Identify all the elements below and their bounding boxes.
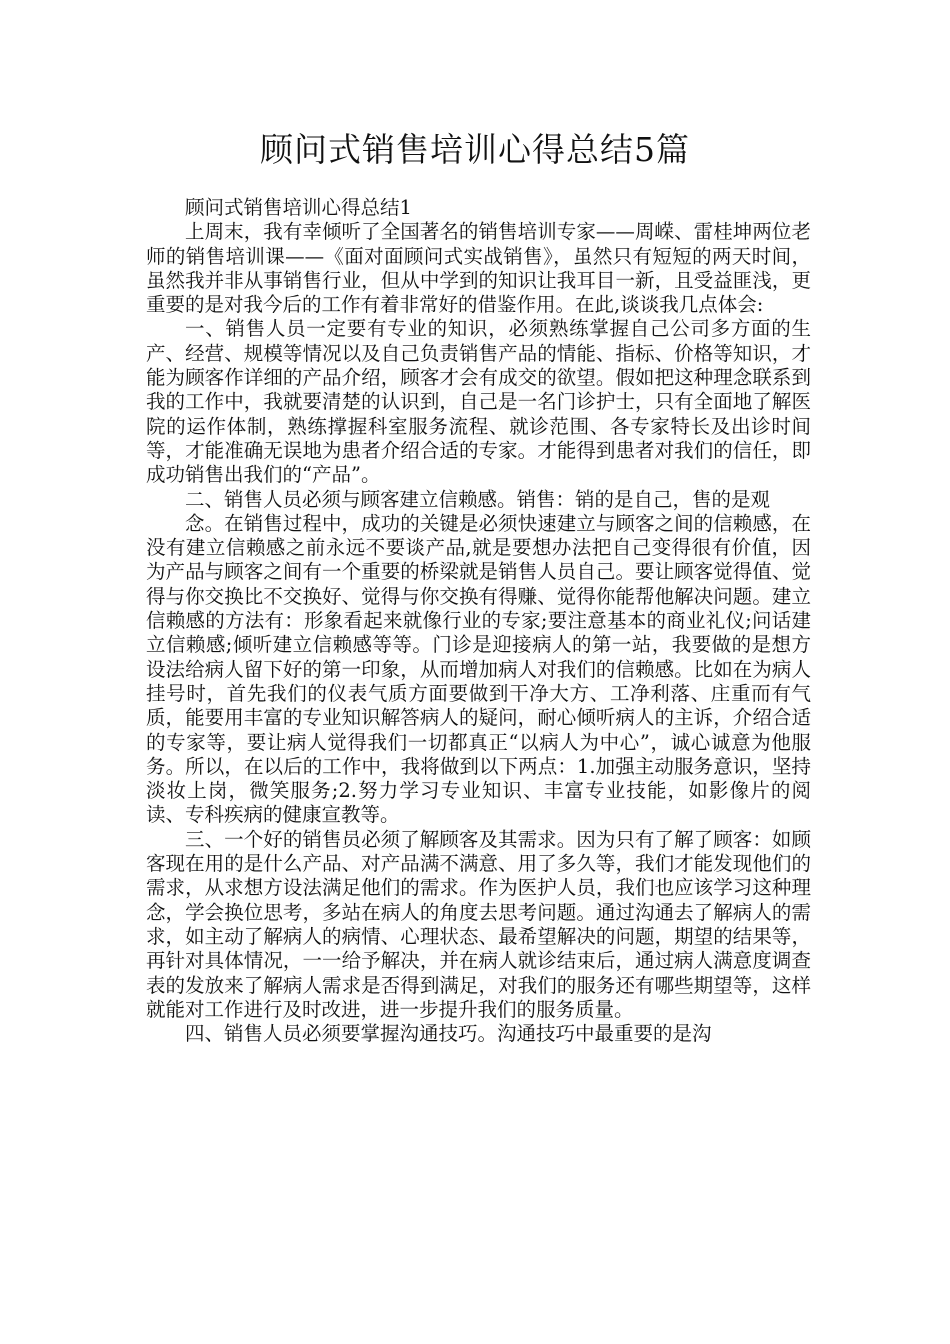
paragraph-section-heading: 顾问式销售培训心得总结1: [185, 196, 412, 219]
paragraph-point-two: 二、销售人员必须与顾客建立信赖感。销售：销的是自己，售的是观: [185, 487, 771, 511]
paragraph-point-one: 一、销售人员一定要有专业的知识，必须熟练掌握自己公司多方面的生产、经营、规模等情况以及自己负责销售产品的情能、指标、价格等知识，才能为顾客作详细的产品介绍，顾客才会有成交的欲望。假如把这种理念联系到我的工作中，我就要清楚的认识到，自己是一名门诊护士，只有全面地了解医院的运作体制，熟练撑握科室服务流程、就诊范围、各专家特长及出诊时间等，才能准确无误地为患者介绍合适的专家。才能得到患者对我们的信任，即成功销售出我们的“产品”。: [146, 317, 811, 487]
document-title: 顾问式销售培训心得总结5篇: [260, 130, 690, 169]
document-body: [146, 196, 811, 1046]
paragraph-point-two-continued: 念。在销售过程中，成功的关键是必须快速建立与顾客之间的信赖感，在没有建立信赖感之前永远不要谈产品,就是要想办法把自己变得很有价值，因为产品与顾客之间有一个重要的桥梁就是销售人员自己。要让顾客觉得值、觉得与你交换比不交换好、觉得与你交换有得赚、觉得你能帮他解决问题。建立信赖感的方法有：形象看起来就像行业的专家;要注意基本的商业礼仪;问话建立信赖感;倾听建立信赖感等等。门诊是迎接病人的第一站，我要做的是想方设法给病人留下好的第一印象，从而增加病人对我们的信赖感。比如在为病人挂号时，首先我们的仪表气质方面要做到干净大方、工净利落、庄重而有气质，能要用丰富的专业知识解答病人的疑问，耐心倾听病人的主诉，介绍合适的专家等，要让病人觉得我们一切都真正“以病人为中心”，诚心诚意为他服务。所以，在以后的工作中，我将做到以下两点：1.加强主动服务意识，坚持淡妆上岗，微笑服务;2.努力学习专业知识、丰富专业技能，如影像片的阅读、专科疾病的健康宣教等。: [146, 511, 811, 827]
paragraph-point-four: 四、销售人员必须要掌握沟通技巧。沟通技巧中最重要的是沟: [185, 1022, 712, 1046]
paragraph-point-three: 三、一个好的销售员必须了解顾客及其需求。因为只有了解了顾客：如顾客现在用的是什么产品、对产品满不满意、用了多久等，我们才能发现他们的需求，从求想方设法满足他们的需求。作为医护人员，我们也应该学习这种理念，学会换位思考，多站在病人的角度去思考问题。通过沟通去了解病人的需求，如主动了解病人的病情、心理状态、最希望解决的问题，期望的结果等，再针对具体情况，一一给予解决，并在病人就诊结束后，通过病人满意度调查表的发放来了解病人需求是否得到满足，对我们的服务还有哪些期望等，这样就能对工作进行及时改进，进一步提升我们的服务质量。: [146, 827, 811, 1021]
paragraph-intro: 上周末，我有幸倾听了全国著名的销售培训专家——周嵘、雷桂坤两位老师的销售培训课——《面对面顾问式实战销售》，虽然只有短短的两天时间，虽然我并非从事销售行业，但从中学到的知识让我耳目一新，且受益匪浅，更重要的是对我今后的工作有着非常好的借鉴作用。在此,谈谈我几点体会:: [146, 220, 811, 317]
